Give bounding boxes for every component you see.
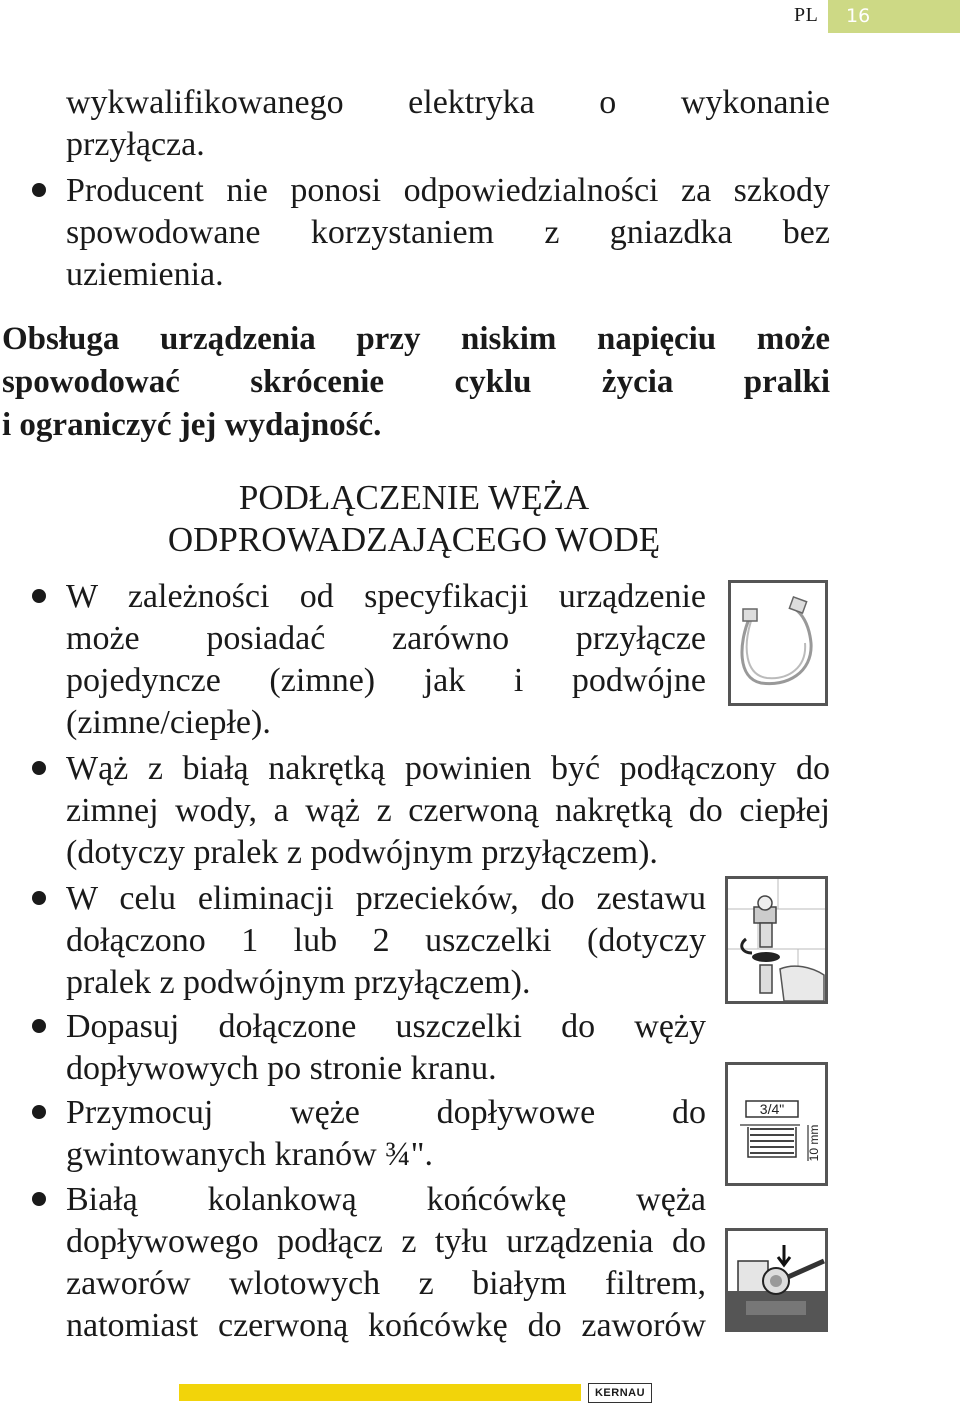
gasket-line-1: W celu eliminacji przecieków, do zestawu [66, 880, 706, 917]
thread-size-label: 3/4" [759, 1101, 785, 1117]
continuation-line-2: przyłącza. [66, 126, 205, 163]
thread-figure [725, 1062, 828, 1186]
gasket-line-3: pralek z podwójnym przyłączem). [66, 964, 531, 1001]
attach-hoses-line-2: gwintowanych kranów ¾". [66, 1136, 434, 1173]
bullet-dot [32, 1192, 46, 1206]
tap-gasket-figure [725, 876, 828, 1004]
language-code: PL [794, 4, 819, 26]
section-title-line-2: ODPROWADZAJĄCEGO WODĘ [167, 520, 661, 559]
continuation-line-1: wykwalifikowanego elektryka o wykonanie [66, 84, 830, 121]
hose-icon [731, 583, 825, 703]
gasket-line-2: dołączono 1 lub 2 uszczelki (dotyczy [66, 922, 706, 959]
elbow-line-1: Białą kolankową końcówkę węża [66, 1181, 706, 1218]
spec-line-4: (zimne/ciepłe). [66, 704, 271, 741]
producer-line-2: spowodowane korzystaniem z gniazdka bez [66, 214, 830, 251]
warning-line-2: spowodować skrócenie cyklu życia pralki [2, 364, 830, 400]
thread-icon [728, 1065, 825, 1183]
bullet-dot [32, 891, 46, 905]
hose-color-line-3: (dotyczy pralek z podwójnym przyłączem). [66, 834, 658, 871]
hose-color-line-2: zimnej wody, a wąż z czerwoną nakrętką do ciepłej [66, 792, 830, 829]
producer-line-3: uziemienia. [66, 256, 224, 293]
hose-figure [728, 580, 828, 706]
fit-gaskets-line-2: dopływowych po stronie kranu. [66, 1050, 497, 1087]
warning-line-1: Obsługa urządzenia przy niskim napięciu może [2, 321, 830, 357]
spec-line-3: pojedyncze (zimne) jak i podwójne [66, 662, 706, 699]
page-number: 16 [846, 5, 871, 27]
tap-icon [728, 879, 825, 1001]
elbow-line-3: zaworów wlotowych z białym filtrem, [66, 1265, 706, 1302]
inlet-valve-icon [728, 1231, 825, 1329]
warning-line-3: i ograniczyć jej wydajność. [2, 407, 382, 443]
bullet-dot [32, 589, 46, 603]
hose-color-line-1: Wąż z białą nakrętką powinien być podłączony do [66, 750, 830, 787]
bullet-dot [32, 183, 46, 197]
attach-hoses-line-1: Przymocuj węże dopływowe do [66, 1094, 706, 1131]
bullet-dot [32, 761, 46, 775]
brand-logo: KERNAU [588, 1383, 652, 1403]
bullet-dot [32, 1019, 46, 1033]
footer-color-bar [179, 1384, 581, 1401]
bullet-dot [32, 1105, 46, 1119]
thread-length-label: 10 mm [807, 1124, 821, 1162]
inlet-valve-figure [725, 1228, 828, 1332]
producer-line-1: Producent nie ponosi odpowiedzialności za szkody [66, 172, 830, 209]
fit-gaskets-line-1: Dopasuj dołączone uszczelki do węży [66, 1008, 706, 1045]
spec-line-1: W zależności od specyfikacji urządzenie [66, 578, 706, 615]
section-title-line-1: PODŁĄCZENIE WĘŻA [238, 478, 590, 517]
spec-line-2: może posiadać zarówno przyłącze [66, 620, 706, 657]
elbow-line-2: dopływowego podłącz z tyłu urządzenia do [66, 1223, 706, 1260]
elbow-line-4: natomiast czerwoną końcówkę do zaworów [66, 1307, 706, 1344]
